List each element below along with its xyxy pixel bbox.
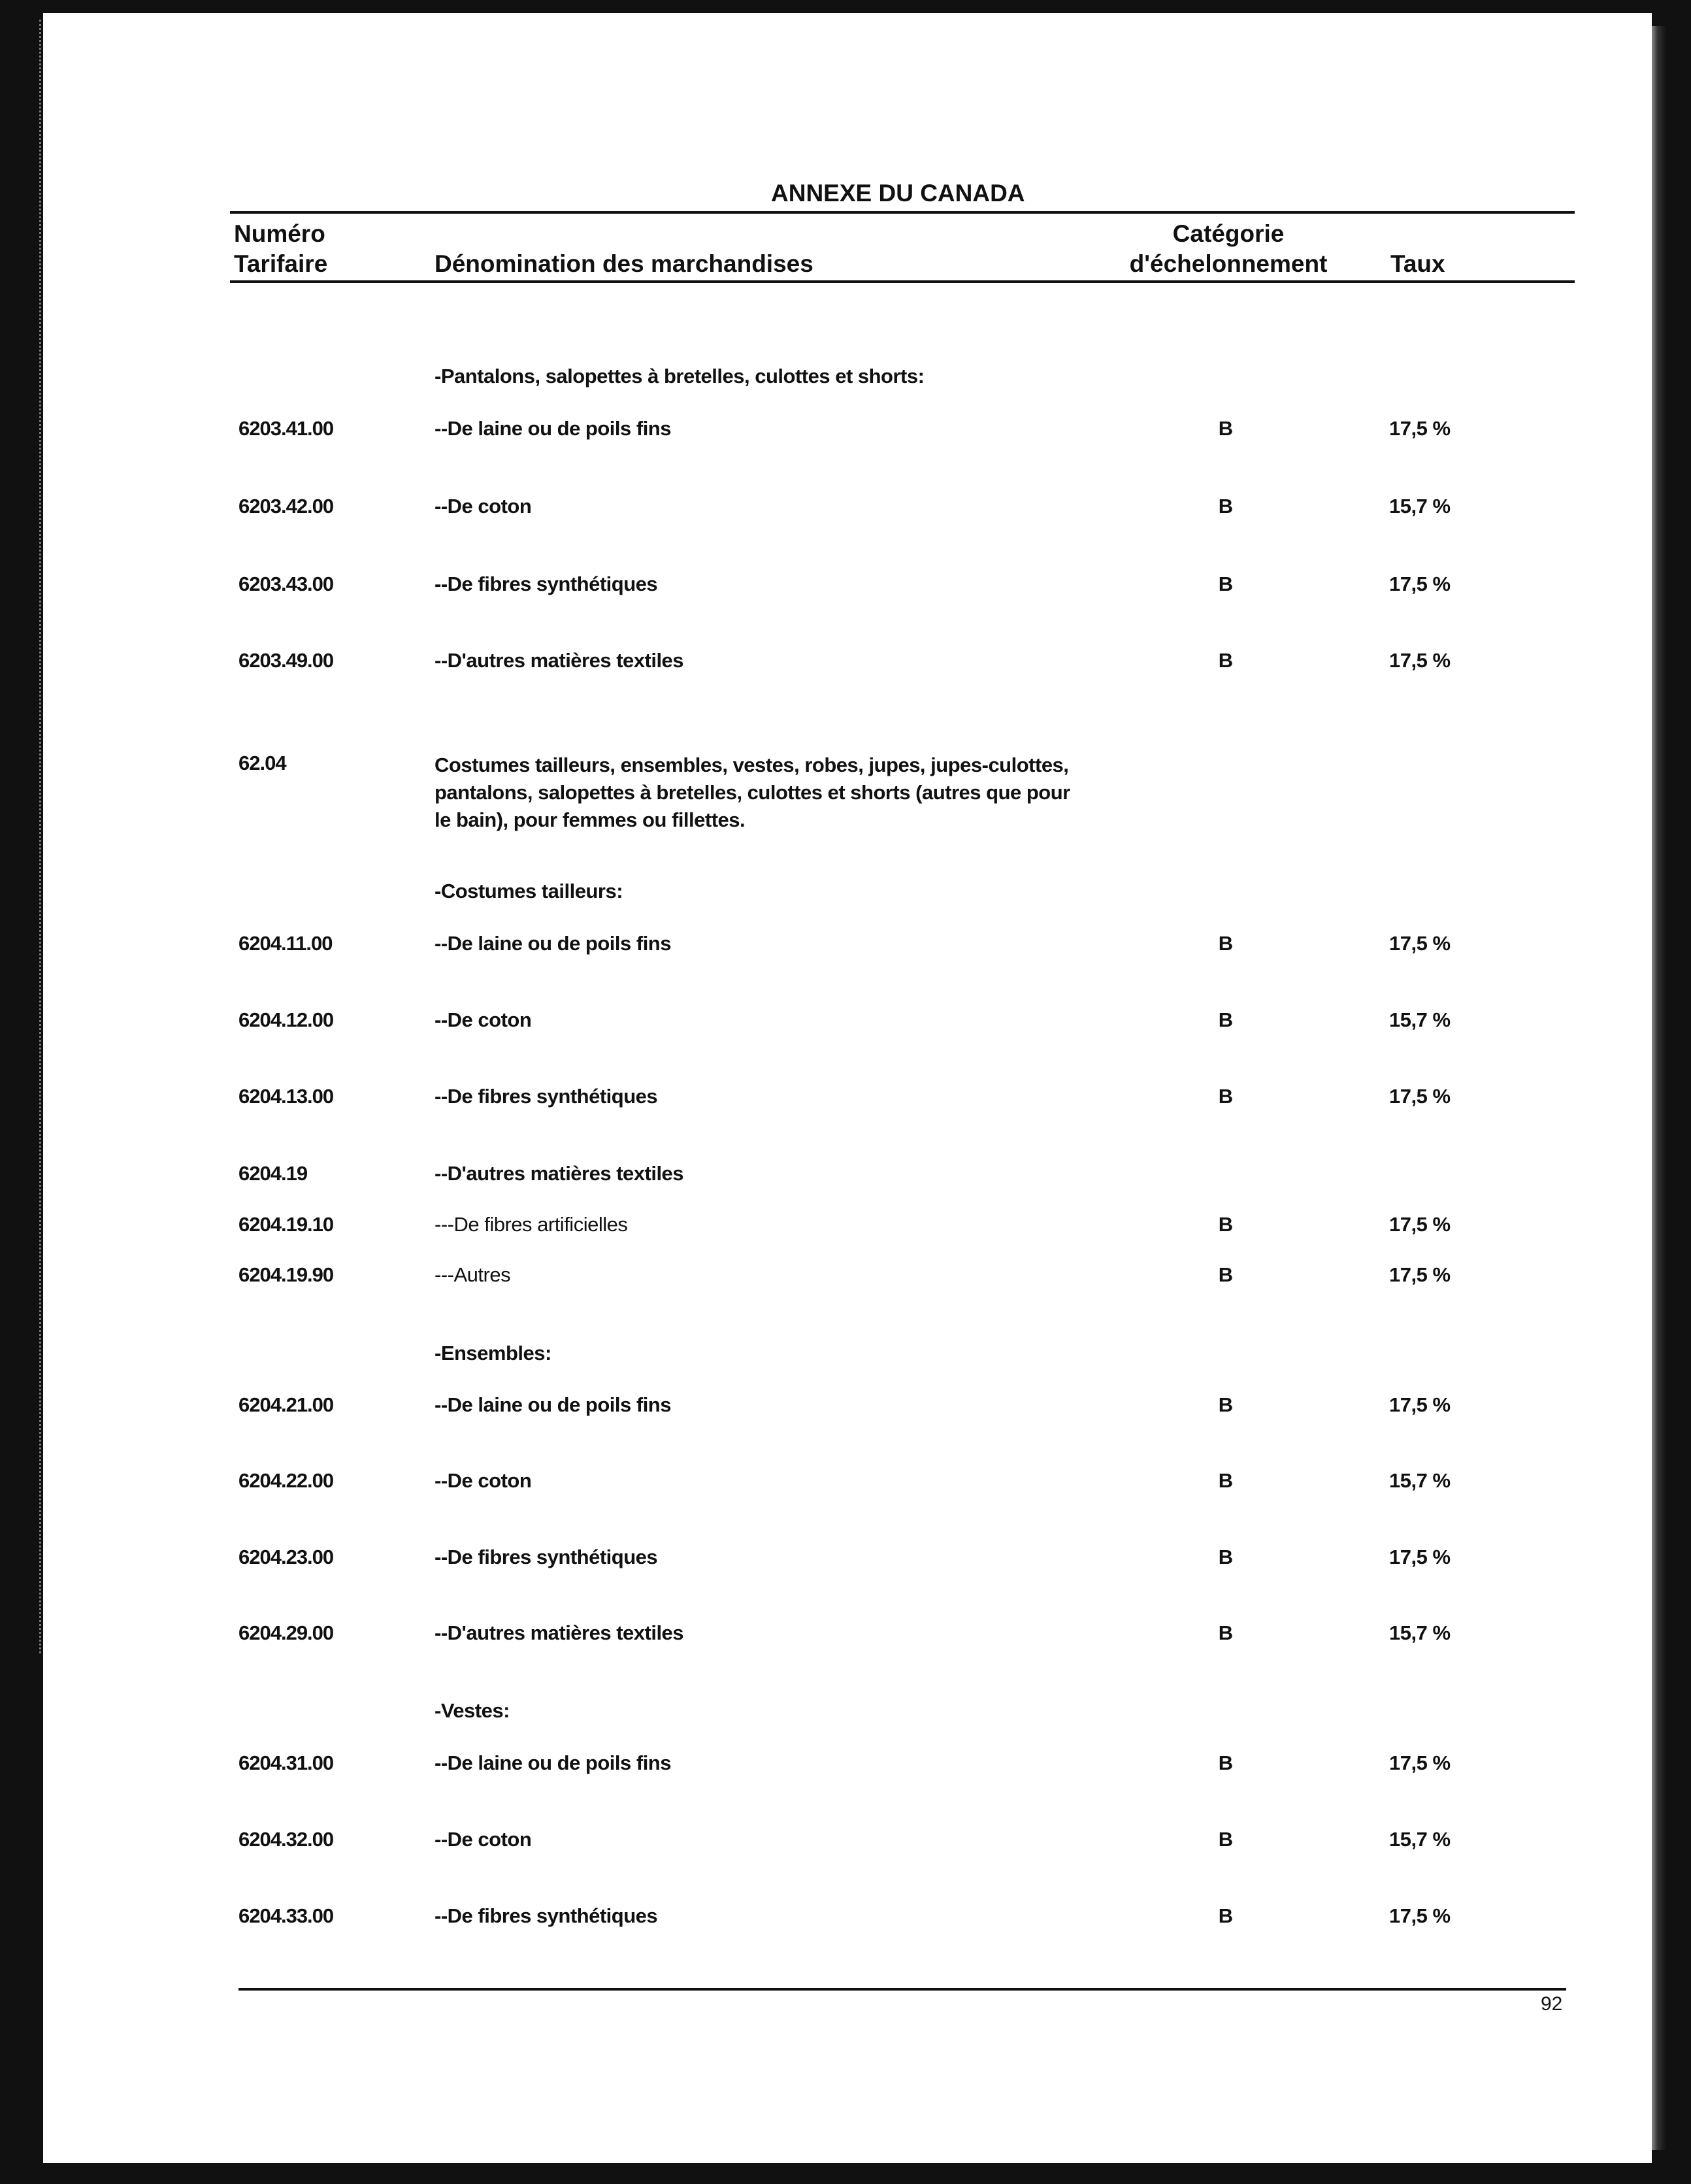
book-spine-shadow xyxy=(1652,26,1666,2150)
goods-description: -Vestes: xyxy=(435,1699,510,1722)
staging-category: B xyxy=(1218,1828,1234,1851)
goods-description: -Costumes tailleurs: xyxy=(435,880,623,902)
goods-description: --D'autres matières textiles xyxy=(435,1621,684,1644)
header-tariff-number-line2: Tarifaire xyxy=(234,250,328,277)
tariff-code: 6204.23.00 xyxy=(238,1546,334,1568)
tariff-rate: 17,5 % xyxy=(1389,1393,1451,1416)
header-tariff-number xyxy=(234,219,327,279)
goods-description: --D'autres matières textiles xyxy=(435,649,684,672)
tariff-code: 6204.19.90 xyxy=(238,1263,334,1286)
tariff-code: 6203.49.00 xyxy=(238,649,334,672)
staging-category: B xyxy=(1218,495,1234,518)
staging-category: B xyxy=(1218,932,1234,955)
tariff-code: 6204.13.00 xyxy=(238,1085,334,1108)
staging-category: B xyxy=(1218,1469,1234,1492)
staging-category: B xyxy=(1218,1085,1234,1108)
goods-description: --De coton xyxy=(435,1008,532,1031)
goods-description: --D'autres matières textiles xyxy=(435,1162,684,1185)
tariff-rate: 17,5 % xyxy=(1389,649,1451,672)
header-description: Dénomination des marchandises xyxy=(435,250,813,277)
header-top-rule xyxy=(230,211,1575,214)
tariff-rate: 15,7 % xyxy=(1389,1469,1451,1492)
header-category xyxy=(1117,219,1339,279)
tariff-rate: 17,5 % xyxy=(1389,1546,1451,1568)
header-category-line1: Catégorie xyxy=(1172,220,1285,247)
tariff-code: 6204.21.00 xyxy=(238,1393,334,1416)
tariff-rate: 17,5 % xyxy=(1389,1263,1451,1286)
staging-category: B xyxy=(1218,1393,1234,1416)
staging-category: B xyxy=(1218,1213,1234,1236)
tariff-code: 6203.42.00 xyxy=(238,495,334,518)
tariff-rate: 17,5 % xyxy=(1389,1751,1451,1774)
staging-category: B xyxy=(1218,1621,1234,1644)
staging-category: B xyxy=(1218,1546,1234,1568)
tariff-code: 6203.43.00 xyxy=(238,572,334,595)
tariff-code: 62.04 xyxy=(238,752,286,774)
tariff-rate: 17,5 % xyxy=(1389,1904,1451,1927)
tariff-code: 6204.33.00 xyxy=(238,1904,334,1927)
header-bottom-rule xyxy=(230,280,1575,283)
goods-description: --De laine ou de poils fins xyxy=(435,417,671,440)
tariff-rate: 15,7 % xyxy=(1389,1828,1451,1851)
tariff-code: 6204.12.00 xyxy=(238,1008,334,1031)
tariff-code: 6204.32.00 xyxy=(238,1828,334,1851)
goods-description: --De fibres synthétiques xyxy=(435,1085,658,1108)
tariff-rate: 15,7 % xyxy=(1389,495,1451,518)
goods-description: --De laine ou de poils fins xyxy=(435,932,671,955)
staging-category: B xyxy=(1218,1751,1234,1774)
staging-category: B xyxy=(1218,417,1234,440)
goods-description: -Ensembles: xyxy=(435,1342,551,1365)
staging-category: B xyxy=(1218,572,1234,595)
header-category-line2: d'échelonnement xyxy=(1129,250,1328,277)
goods-description: Costumes tailleurs, ensembles, vestes, robes, jupes, jupes-culottes, pantalons, salopettes à bretelles, culottes et shorts (autres que pour le bain), pour femmes ou fillettes. xyxy=(435,753,1070,831)
staging-category: B xyxy=(1218,1263,1234,1286)
goods-description: --De fibres synthétiques xyxy=(435,1904,658,1927)
tariff-code: 6204.11.00 xyxy=(238,932,333,955)
staging-category: B xyxy=(1218,1904,1234,1927)
tariff-rate: 15,7 % xyxy=(1389,1008,1451,1031)
tariff-rate: 17,5 % xyxy=(1389,932,1451,955)
tariff-code: 6204.31.00 xyxy=(238,1751,334,1774)
goods-description: ---De fibres artificielles xyxy=(435,1213,628,1236)
goods-description: --De fibres synthétiques xyxy=(435,572,658,595)
goods-description: --De laine ou de poils fins xyxy=(435,1393,671,1416)
goods-description: --De coton xyxy=(435,1469,532,1492)
tariff-code: 6204.19.10 xyxy=(238,1213,334,1236)
tariff-rate: 15,7 % xyxy=(1389,1621,1451,1644)
goods-description: --De fibres synthétiques xyxy=(435,1546,658,1568)
header-tariff-number-line1: Numéro xyxy=(234,220,325,247)
document-title: ANNEXE DU CANADA xyxy=(771,180,1025,207)
footer-rule xyxy=(238,1988,1566,1991)
tariff-rate: 17,5 % xyxy=(1389,417,1451,440)
scan-edge-marks xyxy=(39,20,80,1653)
tariff-code: 6204.22.00 xyxy=(238,1469,334,1492)
staging-category: B xyxy=(1218,649,1234,672)
tariff-code: 6204.29.00 xyxy=(238,1621,334,1644)
goods-description: --De coton xyxy=(435,495,532,518)
tariff-code: 6203.41.00 xyxy=(238,417,334,440)
tariff-code: 6204.19 xyxy=(238,1162,308,1185)
goods-description: -Pantalons, salopettes à bretelles, culottes et shorts: xyxy=(435,365,925,388)
goods-description: --De coton xyxy=(435,1828,532,1851)
goods-description: ---Autres xyxy=(435,1263,511,1286)
tariff-rate: 17,5 % xyxy=(1389,1085,1451,1108)
tariff-rate: 17,5 % xyxy=(1389,1213,1451,1236)
staging-category: B xyxy=(1218,1008,1234,1031)
page-number: 92 xyxy=(1541,1993,1563,2015)
goods-description: --De laine ou de poils fins xyxy=(435,1751,671,1774)
tariff-rate: 17,5 % xyxy=(1389,572,1451,595)
header-rate: Taux xyxy=(1390,250,1445,277)
